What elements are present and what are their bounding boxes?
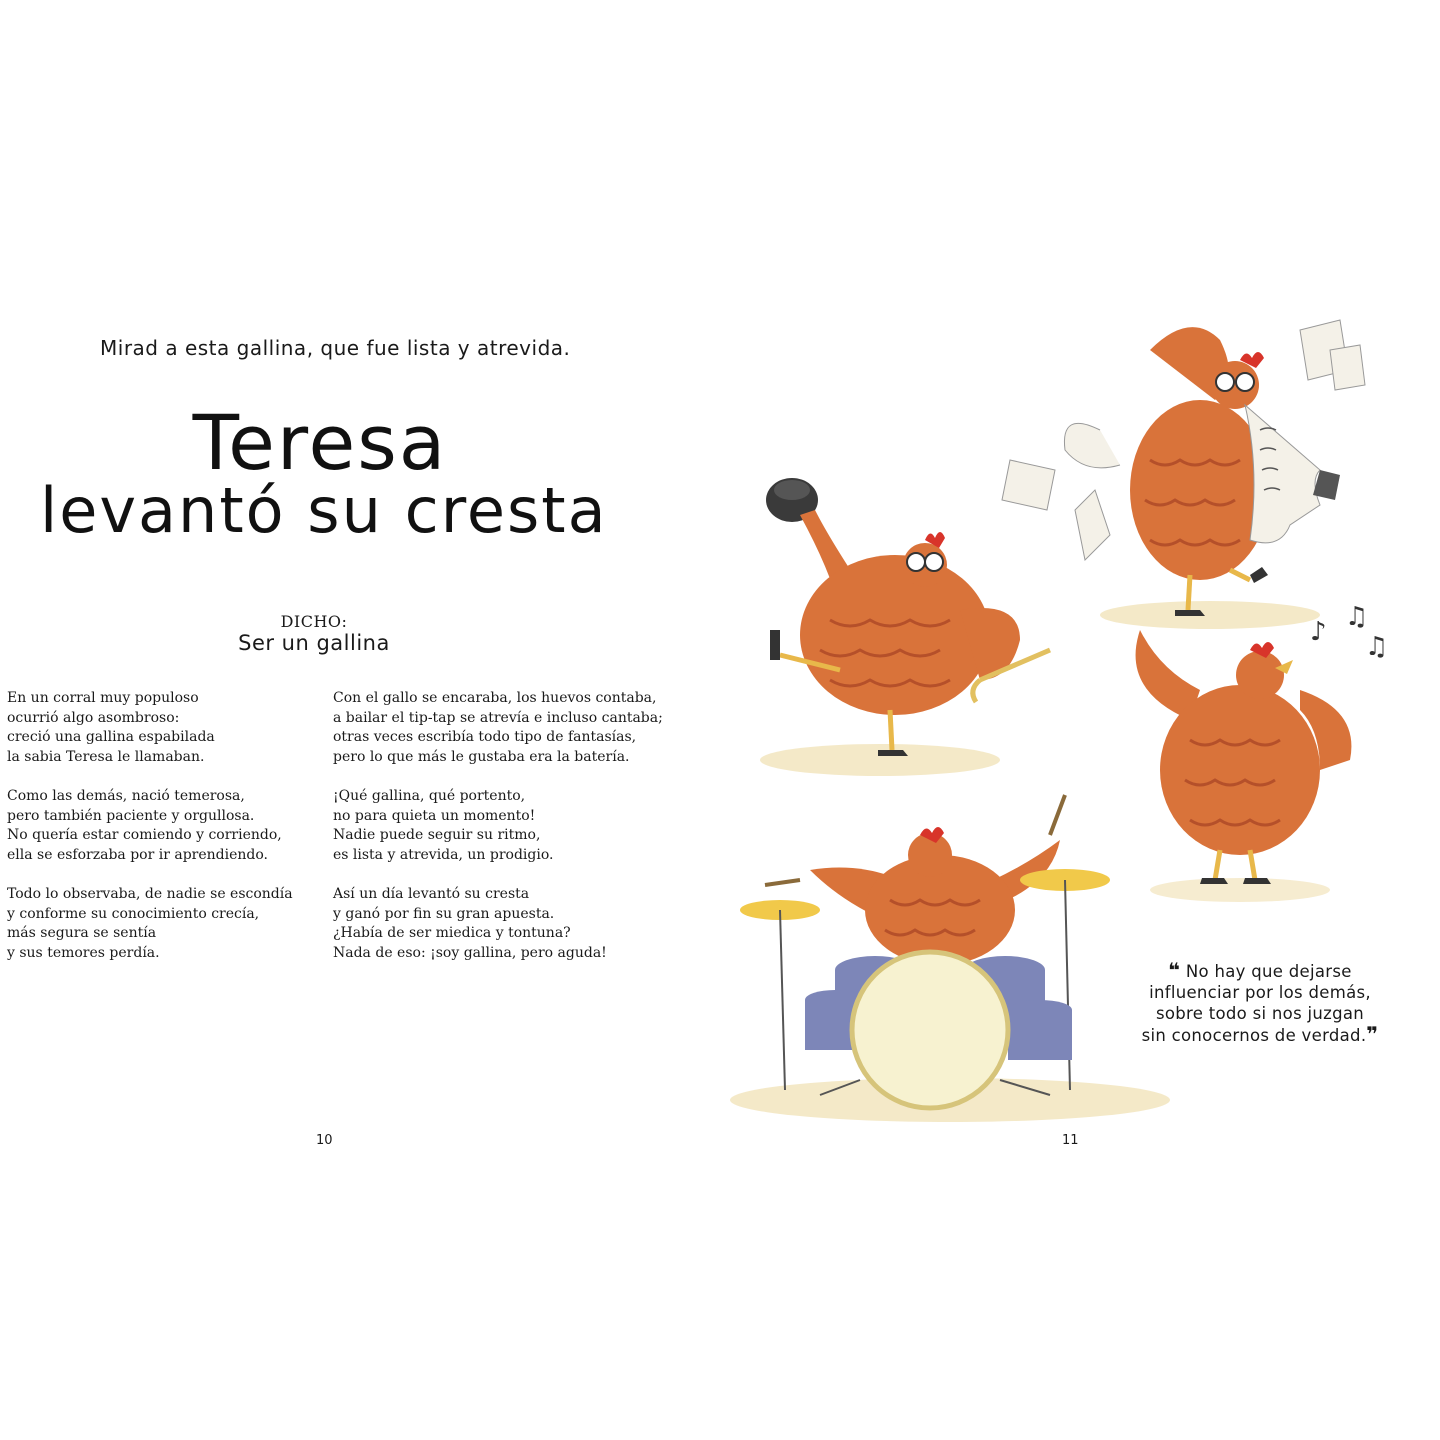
right-page [720, 0, 1440, 1440]
page-number-right: 11 [1062, 1133, 1079, 1148]
title-line-1: Teresa [192, 398, 448, 487]
verse-line: No quería estar comiendo y corriendo, [7, 827, 282, 844]
quote-line-3: sobre todo si nos juzgan [1155, 1004, 1365, 1023]
verse-line: la sabia Teresa le llamaban. [7, 748, 205, 765]
title-line-2: levantó su cresta [40, 474, 608, 547]
quote-line-2: influenciar por los demás, [1149, 983, 1371, 1002]
verse-line: Con el gallo se encaraba, los huevos contaba, [333, 690, 657, 706]
quote-line-text: No hay que dejarse [1185, 962, 1352, 981]
verse-line: ¡Qué gallina, qué portento, [333, 787, 526, 804]
dicho-text: Ser un gallina [238, 631, 390, 655]
verse-line: Nada de eso: ¡soy gallina, pero aguda! [333, 944, 607, 961]
stanza [333, 787, 653, 865]
verse-line: ocurrió algo asombroso: [7, 709, 180, 726]
verse-line: En un corral muy populoso [7, 690, 199, 706]
open-quote-icon: ❝ [1168, 958, 1181, 982]
dicho-label: DICHO: [280, 612, 348, 631]
verse-line: a bailar el tip-tap se atrevía e incluso cantaba; [333, 709, 663, 726]
verse-line: no para quieta un momento! [333, 807, 536, 824]
quote-line-4 [1128, 1024, 1392, 1046]
stanza [333, 689, 663, 767]
verse-line: es lista y atrevida, un prodigio. [333, 846, 554, 863]
verse-line: ella se esforzaba por ir aprendiendo. [7, 846, 269, 863]
verse-line: y ganó por fin su gran apuesta. [333, 905, 555, 922]
verse-line: Todo lo observaba, de nadie se escondía [7, 885, 293, 902]
verse-line: creció una gallina espabilada [7, 729, 215, 746]
stanza [7, 689, 307, 767]
stanza [7, 787, 307, 865]
page-number-left: 10 [316, 1133, 333, 1148]
verse-line: Así un día levantó su cresta [333, 885, 530, 902]
verse-line: pero también paciente y orgullosa. [7, 807, 255, 824]
verse-line: pero lo que más le gustaba era la batería. [333, 748, 630, 765]
verse-line: ¿Había de ser miedica y tontuna? [333, 925, 571, 942]
drummer-hen [740, 795, 1110, 1108]
quote [1128, 960, 1392, 1046]
ground-shadow [1150, 878, 1330, 902]
svg-text:♫: ♫ [1345, 602, 1369, 632]
stanza [7, 885, 307, 963]
svg-text:♫: ♫ [1365, 632, 1389, 662]
verse-line: Nadie puede seguir su ritmo, [333, 827, 541, 844]
writing-hen [1002, 320, 1365, 616]
intro-line: Mirad a esta gallina, que fue lista y atrevida. [100, 336, 571, 360]
ground-shadow [760, 744, 1000, 776]
svg-text:♪: ♪ [1310, 617, 1327, 647]
verse-line: otras veces escribía todo tipo de fantasías, [333, 729, 637, 746]
close-quote-icon: ❞ [1366, 1022, 1379, 1046]
verse-column-right [333, 689, 663, 983]
stanza [333, 885, 653, 963]
verse-line: más segura se sentía [7, 925, 157, 942]
dancing-hen [766, 478, 1050, 756]
quote-line-1 [1128, 960, 1392, 982]
verse-line: Como las demás, nació temerosa, [7, 787, 245, 804]
verse-column-left [7, 689, 307, 983]
verse-line: y conforme su conocimiento crecía, [7, 905, 260, 922]
quote-line-text: sin conocernos de verdad. [1141, 1026, 1367, 1045]
ground-shadow [1100, 601, 1320, 629]
singing-hen [1136, 602, 1389, 884]
verse-line: y sus temores perdía. [7, 944, 160, 961]
